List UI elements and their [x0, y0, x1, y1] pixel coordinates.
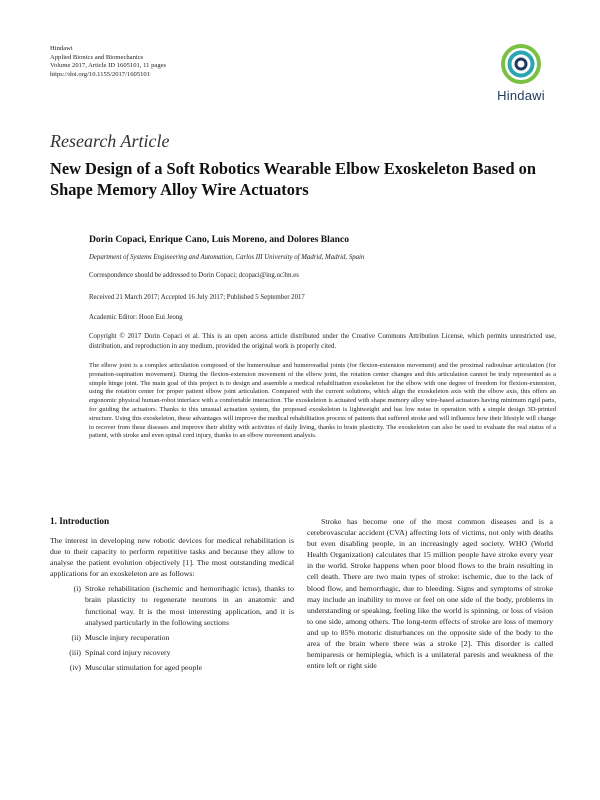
publisher-name: Hindawi [50, 45, 73, 52]
stroke-paragraph: Stroke has become one of the most common diseases and is a cerebrovascular accident (CVA) affecting lots of victims, not only with deaths but even disabling people, in an increasingly aged society. WHO (World Health Organization) calculates that 15 million people have stroke every year in the world. Stroke happens when poor blood flows to the brain resulting in cell death. There are two main types of stroke: ischemic, due to the lack of blood flow, and hemorrhagic, due to bleeding. Signs and symptoms of stroke may include an inability to move or feel on one side of the body, problems in understanding or speaking, feeling like the world is spinning, or loss of vision to one side, among others. The long-term effects of stroke are loss of memory and up to 85% motoric disturbances on the opposite side of the body to the area of the brain where there was a stroke [2]. This disorder is called hemiparesis or hemiplegia, which is a unilateral paresis and weakness of the entire left or right side [307, 517, 553, 671]
list-item-text: Muscular stimulation for aged people [85, 662, 202, 672]
journal-name: Applied Bionics and Biomechanics [50, 53, 144, 61]
affiliation: Department of Systems Engineering and Automation, Carlos III University of Madrid, Madrid, Spain [89, 254, 365, 261]
section-heading: 1. Introduction [50, 516, 110, 526]
abstract: The elbow joint is a complex articulation composed of the humeroulnar and humeroradial joints (for flexion-extension movement) and the proximal radioulnar articulation (for pronation-supination movement). During the flexion-extension movement of the elbow joint, the rotation center changes and this articulation cannot be truly represented as a simple hinge joint. The main goal of this project is to design and assemble a medical rehabilitation exoskeleton for the elbow with one degree of freedom for flexion-extension, using the rotation center for proper patient elbow joint articulation. Compared with the current solutions, which align the exoskeleton axis with the elbow axis, this offers an ergonomic physical human-robot interface with a comfortable interaction. The exoskeleton is actuated with shape memory alloy wire-based actuators having minimum rigid parts, for guiding the actuators. Thanks to this unusual actuation system, the proposed exoskeleton is lightweight and has low noise in operation with a simple design 3D-printed structure. Using this exoskeleton, these advantages will improve the medical rehabilitation process of patients that suffered stroke and will influence how their lifestyle will change to recover from these diseases and improve their ability with activities of daily living, thanks to brain plasticity. The exoskeleton can also be used to evaluate the real status of a patient, with stroke and even spinal cord injury, thanks to an elbow movement analysis. [89, 362, 556, 440]
list-item [50, 583, 294, 627]
article-title: New Design of a Soft Robotics Wearable Elbow Exoskeleton Based on Shape Memory Alloy Wire Actuators [50, 159, 536, 199]
article-type: Research Article [50, 131, 170, 151]
list-item-number: (ii) [71, 632, 81, 642]
copyright-notice: Copyright © 2017 Dorin Copaci et al. This is an open access article distributed under the Creative Commons Attribution License, which permits unrestricted use, distribution, and reproduction in any medium, provided the original work is properly cited. [89, 333, 556, 350]
list-item-number: (i) [73, 584, 81, 594]
list-item [50, 662, 294, 673]
hindawi-logo [490, 42, 552, 106]
academic-editor: Academic Editor: Hoon Eui Jeong [89, 314, 183, 321]
doi-link[interactable]: https://doi.org/10.1155/2017/1605101 [50, 70, 151, 78]
publication-dates: Received 21 March 2017; Accepted 16 July 2017; Published 5 September 2017 [89, 294, 305, 301]
list-item-text: Muscle injury recuperation [85, 632, 170, 642]
author-list: Dorin Copaci, Enrique Cano, Luis Moreno, and Dolores Blanco [89, 234, 350, 245]
intro-paragraph: The interest in developing new robotic devices for medical rehabilitation is due to their capacity to perform repetitive tasks and because they allow to analyse the patient evolution objectively [1]. The most outstanding medical applications for an exoskeleton are as follows: [50, 536, 294, 579]
list-item-text: Stroke rehabilitation (ischemic and hemorrhagic ictus), thanks to brain plasticity to regenerate neurons in an anatomic and functional way. It is the most interesting application, and it is analysed particularly in the following sections [85, 584, 294, 627]
hindawi-logo-icon [499, 42, 543, 86]
correspondence: Correspondence should be addressed to Dorin Copaci; dcopaci@ing.uc3m.es [89, 272, 299, 279]
volume-info: Volume 2017, Article ID 1605101, 11 pages [50, 62, 167, 70]
list-item-text: Spinal cord injury recovery [85, 647, 171, 657]
list-item-number: (iv) [69, 662, 81, 672]
list-item [50, 647, 294, 658]
hindawi-logo-text: Hindawi [497, 88, 545, 103]
list-item [50, 632, 294, 643]
application-list [50, 583, 294, 673]
left-column [50, 516, 294, 677]
list-item-number: (iii) [69, 647, 81, 657]
journal-header [50, 45, 166, 79]
right-column [307, 516, 553, 671]
